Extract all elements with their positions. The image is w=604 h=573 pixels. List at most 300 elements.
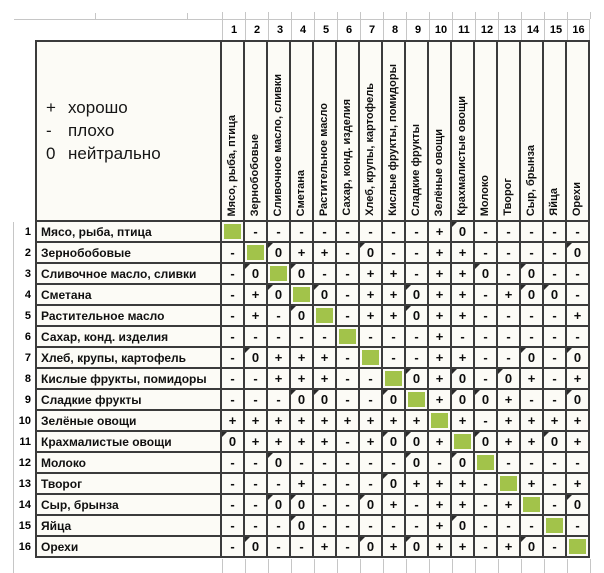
matrix-cell: 0: [475, 432, 496, 451]
matrix-cell: 0: [521, 348, 542, 367]
column-number: 5: [314, 19, 337, 40]
column-header: [360, 42, 381, 220]
matrix-cell: +: [314, 369, 335, 388]
matrix-cell: +: [498, 390, 519, 409]
matrix-cell: -: [222, 243, 243, 262]
matrix-cell: [245, 243, 266, 262]
row-number: 16: [18, 541, 31, 553]
matrix-cell: +: [360, 306, 381, 325]
matrix-cell: -: [268, 327, 289, 346]
legend-label-neutral: нейтрально: [68, 144, 161, 163]
matrix-cell: 0: [383, 474, 404, 493]
matrix-cell: +: [544, 411, 565, 430]
column-number: 14: [521, 19, 544, 40]
row-label: Мясо, рыба, птица: [37, 222, 220, 241]
spreadsheet-gridline-stub: [95, 13, 96, 19]
matrix-cell: +: [567, 474, 588, 493]
matrix-cell: -: [544, 306, 565, 325]
matrix-cell: -: [521, 222, 542, 241]
matrix-cell: -: [314, 453, 335, 472]
column-number: 6: [337, 19, 360, 40]
matrix-cell: +: [291, 474, 312, 493]
matrix-cell: +: [383, 306, 404, 325]
matrix-cell: -: [222, 369, 243, 388]
column-number: 12: [475, 19, 498, 40]
matrix-cell: +: [383, 411, 404, 430]
legend-label-bad: плохо: [68, 121, 115, 140]
matrix-cell: [337, 327, 358, 346]
matrix-cell: [521, 495, 542, 514]
matrix-cell: -: [360, 369, 381, 388]
matrix-cell: +: [567, 432, 588, 451]
matrix-cell: -: [314, 516, 335, 535]
matrix-cell: -: [360, 222, 381, 241]
column-number: 1: [222, 19, 245, 40]
matrix-cell: +: [429, 474, 450, 493]
matrix-cell: +: [314, 243, 335, 262]
matrix-cell: -: [337, 285, 358, 304]
matrix-cell: +: [429, 264, 450, 283]
matrix-cell: -: [245, 390, 266, 409]
row-label: Орехи: [37, 537, 220, 556]
column-header: [337, 42, 358, 220]
column-number: 16: [567, 19, 590, 40]
row-number: 10: [18, 415, 31, 427]
matrix-cell: -: [314, 264, 335, 283]
column-header: [521, 42, 542, 220]
matrix-cell: 0: [291, 390, 312, 409]
matrix-cell: 0: [383, 432, 404, 451]
matrix-cell: -: [498, 516, 519, 535]
matrix-cell: +: [268, 369, 289, 388]
matrix-cell: -: [544, 474, 565, 493]
matrix-cell: 0: [291, 264, 312, 283]
matrix-cell: -: [245, 369, 266, 388]
matrix-cell: -: [475, 369, 496, 388]
matrix-cell: -: [544, 495, 565, 514]
matrix-cell: -: [521, 243, 542, 262]
matrix-cell: 0: [406, 369, 427, 388]
matrix-cell: +: [406, 411, 427, 430]
matrix-cell: +: [314, 537, 335, 556]
matrix-cell: -: [498, 453, 519, 472]
matrix-cell: -: [475, 411, 496, 430]
matrix-cell: 0: [475, 390, 496, 409]
matrix-cell: -: [383, 222, 404, 241]
matrix-cell: -: [406, 516, 427, 535]
matrix-cell: 0: [406, 537, 427, 556]
matrix-cell: +: [567, 369, 588, 388]
matrix-cell: -: [475, 495, 496, 514]
matrix-cell: 0: [406, 453, 427, 472]
column-header: [406, 42, 427, 220]
matrix-cell: 0: [360, 243, 381, 262]
column-header: [429, 42, 450, 220]
matrix-cell: -: [222, 453, 243, 472]
matrix-cell: -: [567, 327, 588, 346]
matrix-cell: +: [452, 495, 473, 514]
matrix-cell: -: [268, 390, 289, 409]
matrix-cell: -: [498, 222, 519, 241]
matrix-cell: -: [222, 285, 243, 304]
matrix-cell: 0: [291, 495, 312, 514]
matrix-cell: +: [498, 432, 519, 451]
column-header-label: Яйца: [548, 188, 560, 216]
matrix-cell: -: [521, 453, 542, 472]
matrix-cell: +: [452, 537, 473, 556]
matrix-cell: -: [268, 537, 289, 556]
matrix-cell: +: [245, 411, 266, 430]
row-label: Яйца: [37, 516, 220, 535]
matrix-cell: -: [291, 222, 312, 241]
row-numbers-gutter: [14, 222, 34, 558]
matrix-cell: [567, 537, 588, 556]
matrix-cell: +: [268, 432, 289, 451]
matrix-cell: +: [567, 411, 588, 430]
matrix-cell: -: [475, 285, 496, 304]
row-label: Зернобобовые: [37, 243, 220, 262]
matrix-cell: -: [222, 390, 243, 409]
column-header: [383, 42, 404, 220]
matrix-cell: -: [337, 264, 358, 283]
matrix-cell: 0: [567, 348, 588, 367]
matrix-cell: -: [498, 243, 519, 262]
matrix-cell: 0: [544, 432, 565, 451]
matrix-cell: 0: [291, 516, 312, 535]
matrix-cell: -: [360, 327, 381, 346]
matrix-cell: -: [544, 243, 565, 262]
matrix-cell: -: [498, 327, 519, 346]
matrix-cell: 0: [245, 348, 266, 367]
column-header-label: Сметана: [295, 169, 307, 216]
matrix-cell: -: [337, 474, 358, 493]
matrix-cell: +: [291, 432, 312, 451]
matrix-cell: [475, 453, 496, 472]
matrix-cell: +: [429, 222, 450, 241]
legend-item-bad: [46, 121, 220, 141]
matrix-cell: -: [429, 453, 450, 472]
matrix-cell: -: [406, 264, 427, 283]
matrix-cell: -: [544, 537, 565, 556]
matrix-cell: +: [314, 432, 335, 451]
matrix-cell: +: [429, 243, 450, 262]
matrix-cell: 0: [452, 516, 473, 535]
matrix-cell: -: [314, 495, 335, 514]
row-label: Сметана: [37, 285, 220, 304]
column-header-label: Молоко: [479, 174, 491, 216]
column-header-label: Сахар, конд. изделия: [341, 99, 353, 216]
matrix-cell: +: [291, 348, 312, 367]
matrix-cell: -: [567, 264, 588, 283]
matrix-cell: -: [337, 495, 358, 514]
matrix-cell: -: [337, 369, 358, 388]
matrix-cell: -: [314, 222, 335, 241]
row-label: Сыр, брынза: [37, 495, 220, 514]
matrix-cell: 0: [360, 537, 381, 556]
matrix-cell: 0: [475, 264, 496, 283]
matrix-cell: -: [337, 348, 358, 367]
matrix-cell: -: [498, 348, 519, 367]
row-number: 8: [24, 373, 31, 385]
matrix-cell: +: [245, 306, 266, 325]
matrix-cell: -: [567, 222, 588, 241]
matrix-cell: -: [567, 516, 588, 535]
matrix-cell: -: [475, 348, 496, 367]
column-header-label: Творог: [502, 178, 514, 216]
matrix-cell: +: [383, 264, 404, 283]
matrix-cell: +: [383, 537, 404, 556]
matrix-cell: -: [475, 306, 496, 325]
matrix-cell: -: [245, 474, 266, 493]
row-label: Зелёные овощи: [37, 411, 220, 430]
matrix-cell: [406, 390, 427, 409]
row-label: Творог: [37, 474, 220, 493]
matrix-cell: +: [521, 411, 542, 430]
row-label: Сахар, конд. изделия: [37, 327, 220, 346]
column-number: 2: [245, 19, 268, 40]
column-header-label: Мясо, рыба, птица: [226, 114, 238, 216]
matrix-cell: [429, 411, 450, 430]
legend-symbol-minus: -: [46, 121, 52, 140]
column-header-label: Растительное масло: [318, 102, 330, 216]
matrix-cell: +: [429, 390, 450, 409]
row-label: Сладкие фрукты: [37, 390, 220, 409]
column-header-label: Крахмалистые овощи: [456, 96, 468, 216]
column-number: 9: [406, 19, 429, 40]
matrix-cell: +: [429, 306, 450, 325]
matrix-cell: +: [429, 369, 450, 388]
matrix-cell: -: [498, 264, 519, 283]
matrix-cell: +: [268, 411, 289, 430]
column-header: [314, 42, 335, 220]
column-header-label: Зернобобовые: [249, 133, 261, 216]
matrix-cell: 0: [222, 432, 243, 451]
matrix-cell: +: [429, 495, 450, 514]
matrix-cell: 0: [406, 285, 427, 304]
spreadsheet-gridline-stubs: [222, 12, 592, 19]
matrix-cell: 0: [383, 390, 404, 409]
matrix-cell: -: [291, 327, 312, 346]
matrix-cell: 0: [452, 453, 473, 472]
row-number: 11: [19, 436, 31, 448]
matrix-cell: -: [475, 243, 496, 262]
matrix-cell: +: [452, 348, 473, 367]
matrix-cell: -: [544, 348, 565, 367]
matrix-cell: +: [521, 369, 542, 388]
column-header-label: Хлеб, крупы, картофель: [364, 83, 376, 216]
matrix-cell: -: [360, 516, 381, 535]
row-number: 1: [24, 226, 31, 238]
legend-symbol-zero: 0: [46, 144, 56, 163]
matrix-cell: +: [337, 411, 358, 430]
column-header: [544, 42, 565, 220]
matrix-cell: -: [521, 390, 542, 409]
matrix-cell: -: [245, 516, 266, 535]
matrix-cell: 0: [268, 243, 289, 262]
row-label: Сливочное масло, сливки: [37, 264, 220, 283]
column-number: 8: [383, 19, 406, 40]
compatibility-matrix-table: [35, 40, 590, 558]
matrix-cell: -: [222, 327, 243, 346]
matrix-cell: -: [337, 453, 358, 472]
matrix-cell: +: [452, 411, 473, 430]
matrix-cell: [498, 474, 519, 493]
matrix-cell: +: [429, 285, 450, 304]
matrix-cell: -: [475, 474, 496, 493]
column-header-label: Орехи: [571, 181, 583, 216]
matrix-cell: -: [383, 348, 404, 367]
spreadsheet-gridline-stubs: [222, 559, 592, 573]
matrix-cell: -: [245, 327, 266, 346]
column-header-label: Зелёные овощи: [433, 128, 445, 216]
row-number: 6: [24, 331, 31, 343]
matrix-cell: -: [245, 222, 266, 241]
matrix-cell: -: [544, 369, 565, 388]
matrix-cell: -: [222, 264, 243, 283]
matrix-cell: +: [314, 411, 335, 430]
row-label: Растительное масло: [37, 306, 220, 325]
matrix-cell: [314, 306, 335, 325]
matrix-cell: -: [337, 222, 358, 241]
matrix-cell: +: [498, 495, 519, 514]
column-header-label: Кислые фрукты, помидоры: [387, 64, 399, 216]
row-number: 9: [24, 394, 31, 406]
matrix-cell: -: [314, 327, 335, 346]
matrix-cell: -: [222, 474, 243, 493]
matrix-cell: -: [337, 243, 358, 262]
matrix-cell: [452, 432, 473, 451]
matrix-cell: -: [268, 516, 289, 535]
matrix-cell: -: [245, 453, 266, 472]
matrix-cell: +: [245, 432, 266, 451]
matrix-cell: -: [360, 453, 381, 472]
row-number: 4: [24, 289, 31, 301]
column-header-label: Сыр, брынза: [525, 144, 537, 216]
matrix-cell: -: [544, 453, 565, 472]
matrix-cell: 0: [268, 495, 289, 514]
matrix-cell: -: [337, 306, 358, 325]
matrix-cell: 0: [498, 369, 519, 388]
matrix-cell: 0: [268, 285, 289, 304]
matrix-cell: -: [406, 327, 427, 346]
matrix-cell: +: [314, 348, 335, 367]
matrix-cell: +: [360, 411, 381, 430]
matrix-cell: -: [337, 516, 358, 535]
column-header: [245, 42, 266, 220]
matrix-cell: 0: [521, 285, 542, 304]
matrix-cell: +: [429, 516, 450, 535]
matrix-cell: 0: [567, 243, 588, 262]
matrix-cell: +: [383, 285, 404, 304]
column-number: 4: [291, 19, 314, 40]
matrix-cell: 0: [245, 537, 266, 556]
row-number: 15: [18, 520, 31, 532]
matrix-cell: 0: [567, 390, 588, 409]
matrix-cell: -: [245, 495, 266, 514]
matrix-cell: +: [452, 243, 473, 262]
row-number: 13: [18, 478, 31, 490]
matrix-cell: [291, 285, 312, 304]
row-number: 2: [24, 247, 31, 259]
matrix-cell: [222, 222, 243, 241]
column-numbers-row: [222, 19, 590, 40]
matrix-cell: -: [475, 537, 496, 556]
row-label: Кислые фрукты, помидоры: [37, 369, 220, 388]
matrix-cell: -: [291, 453, 312, 472]
matrix-cell: 0: [314, 285, 335, 304]
column-header: [475, 42, 496, 220]
matrix-cell: -: [452, 327, 473, 346]
column-header: [222, 42, 243, 220]
matrix-cell: -: [360, 474, 381, 493]
column-header: [291, 42, 312, 220]
matrix-cell: -: [567, 285, 588, 304]
matrix-cell: 0: [406, 306, 427, 325]
matrix-cell: 0: [360, 495, 381, 514]
matrix-cell: 0: [521, 264, 542, 283]
matrix-cell: -: [406, 348, 427, 367]
matrix-cell: +: [291, 243, 312, 262]
matrix-cell: +: [429, 348, 450, 367]
matrix-cell: -: [521, 327, 542, 346]
column-header: [567, 42, 588, 220]
matrix-cell: -: [475, 327, 496, 346]
matrix-cell: +: [291, 369, 312, 388]
matrix-cell: +: [498, 285, 519, 304]
matrix-cell: 0: [268, 453, 289, 472]
legend-item-neutral: [46, 144, 220, 164]
matrix-cell: 0: [245, 264, 266, 283]
matrix-cell: +: [360, 432, 381, 451]
matrix-cell: -: [544, 264, 565, 283]
matrix-cell: -: [337, 537, 358, 556]
column-number: 15: [544, 19, 567, 40]
matrix-cell: -: [222, 516, 243, 535]
matrix-cell: -: [406, 243, 427, 262]
matrix-cell: 0: [314, 390, 335, 409]
column-header: [452, 42, 473, 220]
matrix-cell: -: [291, 537, 312, 556]
row-number: 14: [18, 499, 31, 511]
matrix-cell: +: [498, 411, 519, 430]
matrix-cell: -: [498, 306, 519, 325]
matrix-cell: -: [406, 222, 427, 241]
column-number: 10: [429, 19, 452, 40]
column-header: [268, 42, 289, 220]
matrix-cell: +: [452, 264, 473, 283]
column-number: 13: [498, 19, 521, 40]
matrix-cell: -: [222, 495, 243, 514]
row-number: 5: [24, 310, 31, 322]
matrix-cell: -: [406, 495, 427, 514]
matrix-cell: -: [383, 516, 404, 535]
matrix-cell: 0: [521, 537, 542, 556]
matrix-cell: 0: [406, 432, 427, 451]
matrix-cell: -: [544, 327, 565, 346]
matrix-cell: +: [268, 348, 289, 367]
column-header: [498, 42, 519, 220]
matrix-cell: +: [291, 411, 312, 430]
matrix-cell: -: [475, 516, 496, 535]
matrix-cell: +: [360, 264, 381, 283]
matrix-cell: [360, 348, 381, 367]
matrix-cell: [383, 369, 404, 388]
spreadsheet-gridline-stub: [187, 13, 188, 19]
legend-symbol-plus: +: [46, 98, 56, 117]
matrix-cell: 0: [452, 222, 473, 241]
matrix-cell: +: [567, 306, 588, 325]
matrix-cell: +: [429, 327, 450, 346]
